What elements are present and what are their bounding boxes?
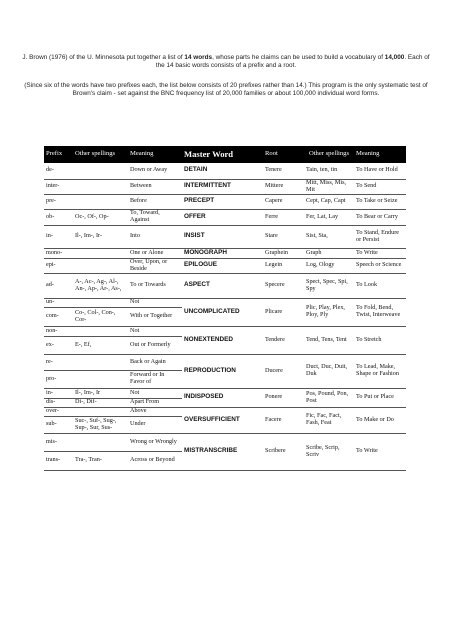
root-spellings-cell: Graph	[304, 248, 354, 258]
prefix-cell: dis-	[44, 398, 73, 407]
intro-text: J. Brown (1976) of the U. Minnesota put together a list of	[22, 54, 185, 61]
prefix-spellings-cell	[73, 354, 128, 370]
prefix-spellings-cell	[73, 326, 128, 336]
root-cell: Ferre	[263, 209, 304, 225]
prefix-cell: non-	[44, 326, 73, 336]
root-spellings-cell: Sist, Sta,	[304, 225, 354, 248]
prefix-cell: trans-	[44, 451, 73, 470]
root-spellings-cell: Tain, ten, tin	[304, 163, 354, 179]
header-meaning: Meaning	[130, 150, 154, 158]
master-word-cell: INTERMITTENT	[182, 179, 263, 194]
master-word-cell: OVERSUFFICIENT	[182, 407, 263, 433]
root-meaning-cell: To Lead, Make, Shape or Fashion	[354, 354, 406, 388]
root-meaning-cell: To Fold, Bend, Twist, Interweave	[354, 298, 406, 326]
root-cell: Tenere	[263, 163, 304, 179]
root-spellings-cell: Scribe, Scrip, Scriv	[304, 433, 354, 470]
prefix-cell: epi-	[44, 258, 73, 273]
table-row	[44, 326, 406, 336]
root-cell: Graphein	[263, 248, 304, 258]
prefix-meaning-cell: Not	[128, 388, 182, 398]
intro-paragraph-2: (Since six of the words have two prefixes each, the list below consists of 20 prefixes rather than 14.) This program is the only systematic test of Brown's claim - set against the BNC frequency list of 20,000 families or about 100,000 individual word forms.	[24, 82, 428, 98]
prefix-spellings-cell	[73, 248, 128, 258]
prefix-cell: pro-	[44, 370, 73, 388]
root-meaning-cell: To Stand, Endure or Persist	[354, 225, 406, 248]
intro-text: , whose parts he claims can be used to build a vocabulary of	[212, 54, 385, 61]
master-word-cell: NONEXTENDED	[182, 326, 263, 354]
prefix-cell: mis-	[44, 433, 73, 451]
table-row	[44, 273, 406, 298]
prefix-spellings-cell	[73, 407, 128, 416]
root-spellings-cell: Pos, Pound, Pon, Post	[304, 388, 354, 407]
table-row	[44, 433, 406, 451]
prefix-spellings-cell	[73, 298, 128, 307]
prefix-meaning-cell: To or Towards	[128, 273, 182, 298]
master-word-cell: EPILOGUE	[182, 258, 263, 273]
root-spellings-cell: Tend, Tens, Tent	[304, 326, 354, 354]
prefix-spellings-cell: Tra-, Tran-	[73, 451, 128, 470]
prefix-spellings-cell: Oc-, Of-, Op-	[73, 209, 128, 225]
prefix-meaning-cell: Wrong or Wrongly	[128, 433, 182, 451]
table-row	[44, 179, 406, 194]
root-spellings-cell: Mitt, Miss, Mis, Mit	[304, 179, 354, 194]
master-word-cell: INSIST	[182, 225, 263, 248]
prefix-meaning-cell: Before	[128, 194, 182, 209]
intro-emphasis: 14 words	[184, 54, 213, 61]
prefix-meaning-cell: Apart From	[128, 398, 182, 407]
prefix-spellings-cell: Il-, Im-, Ir	[73, 388, 128, 398]
prefix-cell: ad-	[44, 273, 73, 298]
prefix-meaning-cell: Into	[128, 225, 182, 248]
prefix-cell: inter-	[44, 179, 73, 194]
intro-emphasis: 14,000	[384, 54, 405, 61]
table-row	[44, 163, 406, 179]
root-cell: Ponere	[263, 388, 304, 407]
prefix-cell: com-	[44, 307, 73, 326]
root-meaning-cell: To Look	[354, 273, 406, 298]
prefix-meaning-cell: Back or Again	[128, 354, 182, 370]
master-word-cell: PRECEPT	[182, 194, 263, 209]
root-meaning-cell: To Bear or Carry	[354, 209, 406, 225]
root-meaning-cell: To Stretch	[354, 326, 406, 354]
table-row	[44, 298, 406, 307]
intro-paragraph-1	[22, 54, 430, 70]
root-cell: Stare	[263, 225, 304, 248]
prefix-spellings-cell: Il-, Im-, Ir-	[73, 225, 128, 248]
prefix-spellings-cell: A-, Ac-, Ag-, Al-, An-, Ap-, Ar-, As-,	[73, 273, 128, 298]
prefix-spellings-cell: Co-, Col-, Con-, Cor-	[73, 307, 128, 326]
root-cell: Mittere	[263, 179, 304, 194]
prefix-cell: ex-	[44, 336, 73, 354]
master-word-cell: OFFER	[182, 209, 263, 225]
master-word-cell: ASPECT	[182, 273, 263, 298]
root-meaning-cell: Speech or Science	[354, 258, 406, 273]
table-row	[44, 388, 406, 398]
prefix-meaning-cell: To, Toward, Against	[128, 209, 182, 225]
prefix-meaning-cell: Over, Upon, or Beside	[128, 258, 182, 273]
master-word-cell: DETAIN	[182, 163, 263, 179]
master-word-cell: MISTRANSCRIBE	[182, 433, 263, 470]
prefix-meaning-cell: One or Alone	[128, 248, 182, 258]
root-spellings-cell: Cept, Cap, Capt	[304, 194, 354, 209]
prefix-spellings-cell	[73, 194, 128, 209]
table-row	[44, 225, 406, 248]
intro-text: . Each of the 14 basic words consists of a prefix and a root.	[155, 54, 430, 70]
table-header-row	[44, 146, 406, 163]
prefix-cell: sub-	[44, 416, 73, 433]
header-other-spellings: Other spellings	[75, 150, 116, 158]
table-row	[44, 354, 406, 370]
master-word-cell: INDISPOSED	[182, 388, 263, 407]
prefix-meaning-cell: Across or Beyond	[128, 451, 182, 470]
root-spellings-cell: Fer, Lat, Lay	[304, 209, 354, 225]
root-cell: Legein	[263, 258, 304, 273]
prefix-meaning-cell: Down or Away	[128, 163, 182, 179]
prefix-meaning-cell: Out or Formerly	[128, 336, 182, 354]
prefix-cell: un-	[44, 298, 73, 307]
prefix-cell: over-	[44, 407, 73, 416]
prefix-spellings-cell: E-, Ef,	[73, 336, 128, 354]
prefix-meaning-cell: Not	[128, 326, 182, 336]
table-row	[44, 194, 406, 209]
root-meaning-cell: To Write	[354, 433, 406, 470]
prefix-cell: in-	[44, 225, 73, 248]
table-row	[44, 209, 406, 225]
root-spellings-cell: Plic, Play, Plex, Ploy, Ply	[304, 298, 354, 326]
prefix-cell: de-	[44, 163, 73, 179]
header-root-meaning: Meaning	[356, 150, 380, 158]
prefix-spellings-cell	[73, 370, 128, 388]
prefix-spellings-cell	[73, 179, 128, 194]
root-meaning-cell: To Make or Do	[354, 407, 406, 433]
prefix-meaning-cell: Forward or In Favor of	[128, 370, 182, 388]
table-body	[44, 163, 406, 470]
root-meaning-cell: To Write	[354, 248, 406, 258]
header-root: Root	[265, 150, 278, 158]
header-root-other-spellings: Other spellings	[308, 150, 350, 158]
prefix-meaning-cell: Not	[128, 298, 182, 307]
root-cell: Specere	[263, 273, 304, 298]
prefix-cell: in-	[44, 388, 73, 398]
prefix-cell: mono-	[44, 248, 73, 258]
root-meaning-cell: To Take or Seize	[354, 194, 406, 209]
master-word-cell: REPRODUCTION	[182, 354, 263, 388]
root-spellings-cell: Duct, Duc, Duit, Duk	[304, 354, 354, 388]
header-prefix: Prefix	[46, 150, 63, 158]
brown-words-table	[44, 146, 406, 471]
prefix-meaning-cell: Under	[128, 416, 182, 433]
root-meaning-cell: To Have or Hold	[354, 163, 406, 179]
root-cell: Tendere	[263, 326, 304, 354]
root-spellings-cell: Fic, Fac, Fact, Fash, Feat	[304, 407, 354, 433]
root-spellings-cell: Log, Ology	[304, 258, 354, 273]
root-cell: Ducere	[263, 354, 304, 388]
root-cell: Plicare	[263, 298, 304, 326]
master-word-cell: UNCOMPLICATED	[182, 298, 263, 326]
prefix-meaning-cell: Above	[128, 407, 182, 416]
table-row	[44, 258, 406, 273]
prefix-meaning-cell: With or Together	[128, 307, 182, 326]
table-row	[44, 248, 406, 258]
prefix-cell: ob-	[44, 209, 73, 225]
prefix-spellings-cell	[73, 433, 128, 451]
prefix-meaning-cell: Between	[128, 179, 182, 194]
prefix-cell: re-	[44, 354, 73, 370]
prefix-spellings-cell	[73, 258, 128, 273]
prefix-spellings-cell	[73, 163, 128, 179]
root-cell: Capere	[263, 194, 304, 209]
prefix-spellings-cell: Suc-, Suf-, Sug-, Sup-, Sur, Sus-	[73, 416, 128, 433]
root-cell: Scribere	[263, 433, 304, 470]
root-cell: Facere	[263, 407, 304, 433]
table-row	[44, 407, 406, 416]
prefix-cell: pre-	[44, 194, 73, 209]
root-meaning-cell: To Send	[354, 179, 406, 194]
root-spellings-cell: Spect, Spec, Spi, Spy	[304, 273, 354, 298]
prefix-spellings-cell: Di-, Dif-	[73, 398, 128, 407]
master-word-cell: MONOGRAPH	[182, 248, 263, 258]
header-master-word: Master Word	[184, 149, 234, 160]
root-meaning-cell: To Put or Place	[354, 388, 406, 407]
